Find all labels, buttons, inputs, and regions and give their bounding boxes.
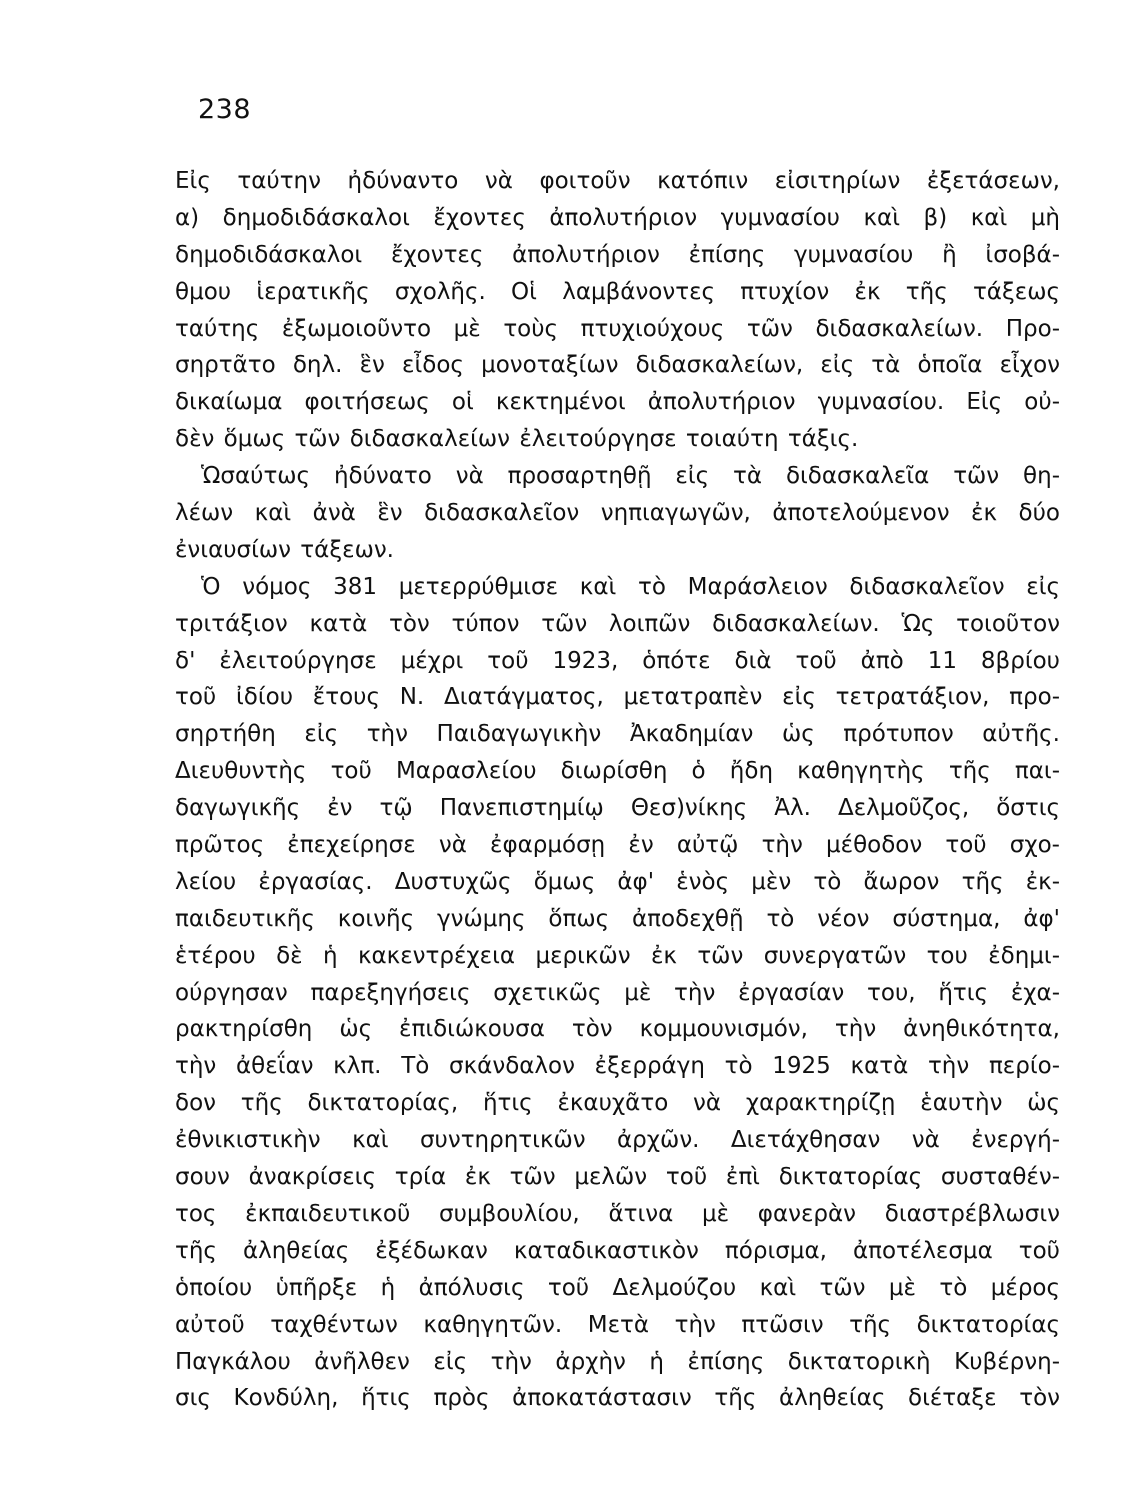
text-line: ὁποίου ὑπῆρξε ἡ ἀπόλυσις τοῦ Δελμούζου καὶ τῶν μὲ τὸ μέρος: [175, 1274, 1060, 1301]
text-line: δικαίωμα φοιτήσεως οἱ κεκτημένοι ἀπολυτήριον γυμνασίου. Εἰς οὐ-: [175, 389, 1060, 416]
text-line: δ' ἐλειτούργησε μέχρι τοῦ 1923, ὁπότε διὰ τοῦ ἀπὸ 11 8βρίου: [175, 647, 1060, 674]
text-line: λείου ἐργασίας. Δυστυχῶς ὅμως ἀφ' ἑνὸς μὲν τὸ ἄωρον τῆς ἐκ-: [175, 868, 1060, 895]
text-line: ταύτης ἐξωμοιοῦντο μὲ τοὺς πτυχιούχους τῶν διδασκαλείων. Προ-: [175, 315, 1060, 342]
text-line: τριτάξιον κατὰ τὸν τύπον τῶν λοιπῶν διδασκαλείων. Ὡς τοιοῦτον: [175, 610, 1060, 637]
text-line: τος ἐκπαιδευτικοῦ συμβουλίου, ἅτινα μὲ φανερὰν διαστρέβλωσιν: [175, 1200, 1060, 1227]
text-line: τοῦ ἰδίου ἔτους Ν. Διατάγματος, μετατραπὲν εἰς τετρατάξιον, προ-: [175, 684, 1060, 711]
text-line: α) δημοδιδάσκαλοι ἔχοντες ἀπολυτήριον γυμνασίου καὶ β) καὶ μὴ: [175, 204, 1060, 231]
text-line: δαγωγικῆς ἐν τῷ Πανεπιστημίῳ Θεσ)νίκης Ἀλ. Δελμοῦζος, ὅστις: [175, 795, 1060, 822]
text-line: σηρτήθη εἰς τὴν Παιδαγωγικὴν Ἀκαδημίαν ὡς πρότυπον αὐτῆς.: [175, 721, 1060, 748]
text-line: σουν ἀνακρίσεις τρία ἐκ τῶν μελῶν τοῦ ἐπὶ δικτατορίας συσταθέν-: [175, 1164, 1060, 1191]
body-text: [175, 163, 1060, 1417]
text-line: Παγκάλου ἀνῆλθεν εἰς τὴν ἀρχὴν ἡ ἐπίσης δικτατορικὴ Κυβέρνη-: [175, 1348, 1060, 1375]
text-line: σηρτᾶτο δηλ. ἓν εἶδος μονοταξίων διδασκαλείων, εἰς τὰ ὁποῖα εἶχον: [175, 352, 1060, 379]
page-number: 238: [198, 94, 252, 125]
text-line: ρακτηρίσθη ὡς ἐπιδιώκουσα τὸν κομμουνισμόν, τὴν ἀνηθικότητα,: [175, 1016, 1060, 1043]
text-line: σις Κονδύλη, ἥτις πρὸς ἀποκατάστασιν τῆς ἀληθείας διέταξε τὸν: [175, 1385, 1060, 1412]
text-line: λέων καὶ ἀνὰ ἓν διδασκαλεῖον νηπιαγωγῶν, ἀποτελούμενον ἐκ δύο: [175, 500, 1060, 527]
text-line: τῆς ἀληθείας ἐξέδωκαν καταδικαστικὸν πόρισμα, ἀποτέλεσμα τοῦ: [175, 1237, 1060, 1264]
text-line: θμου ἱερατικῆς σχολῆς. Οἱ λαμβάνοντες πτυχίον ἐκ τῆς τάξεως: [175, 278, 1060, 305]
text-line: τὴν ἀθεΐαν κλπ. Τὸ σκάνδαλον ἐξερράγη τὸ 1925 κατὰ τὴν περίο-: [175, 1053, 1060, 1080]
text-line: ἑτέρου δὲ ἡ κακεντρέχεια μερικῶν ἐκ τῶν συνεργατῶν του ἐδημι-: [175, 942, 1060, 969]
text-line: Εἰς ταύτην ἠδύναντο νὰ φοιτοῦν κατόπιν εἰσιτηρίων ἐξετάσεων,: [175, 168, 1060, 194]
text-line: ἐνιαυσίων τάξεων.: [175, 536, 394, 563]
text-line: δημοδιδάσκαλοι ἔχοντες ἀπολυτήριον ἐπίσης γυμνασίου ἢ ἰσοβά-: [175, 241, 1060, 268]
text-line: δὲν ὅμως τῶν διδασκαλείων ἐλειτούργησε τοιαύτη τάξις.: [175, 426, 859, 453]
text-line: αὐτοῦ ταχθέντων καθηγητῶν. Μετὰ τὴν πτῶσιν τῆς δικτατορίας: [175, 1311, 1060, 1338]
text-line: Ὡσαύτως ἠδύνατο νὰ προσαρτηθῇ εἰς τὰ διδασκαλεῖα τῶν θη-: [201, 463, 1060, 490]
text-line: παιδευτικῆς κοινῆς γνώμης ὅπως ἀποδεχθῇ τὸ νέον σύστημα, ἀφ': [175, 905, 1060, 932]
text-line: ούργησαν παρεξηγήσεις σχετικῶς μὲ τὴν ἐργασίαν του, ἥτις ἐχα-: [175, 979, 1060, 1006]
text-line: πρῶτος ἐπεχείρησε νὰ ἐφαρμόσῃ ἐν αὐτῷ τὴν μέθοδον τοῦ σχο-: [175, 832, 1060, 859]
text-line: Ὁ νόμος 381 μετερρύθμισε καὶ τὸ Μαράσλειον διδασκαλεῖον εἰς: [201, 573, 1060, 600]
text-line: δον τῆς δικτατορίας, ἥτις ἐκαυχᾶτο νὰ χαρακτηρίζῃ ἑαυτὴν ὡς: [175, 1090, 1060, 1117]
text-line: ἐθνικιστικὴν καὶ συντηρητικῶν ἀρχῶν. Διετάχθησαν νὰ ἐνεργή-: [175, 1127, 1060, 1154]
text-line: Διευθυντὴς τοῦ Μαρασλείου διωρίσθη ὁ ἤδη καθηγητὴς τῆς παι-: [175, 758, 1060, 785]
